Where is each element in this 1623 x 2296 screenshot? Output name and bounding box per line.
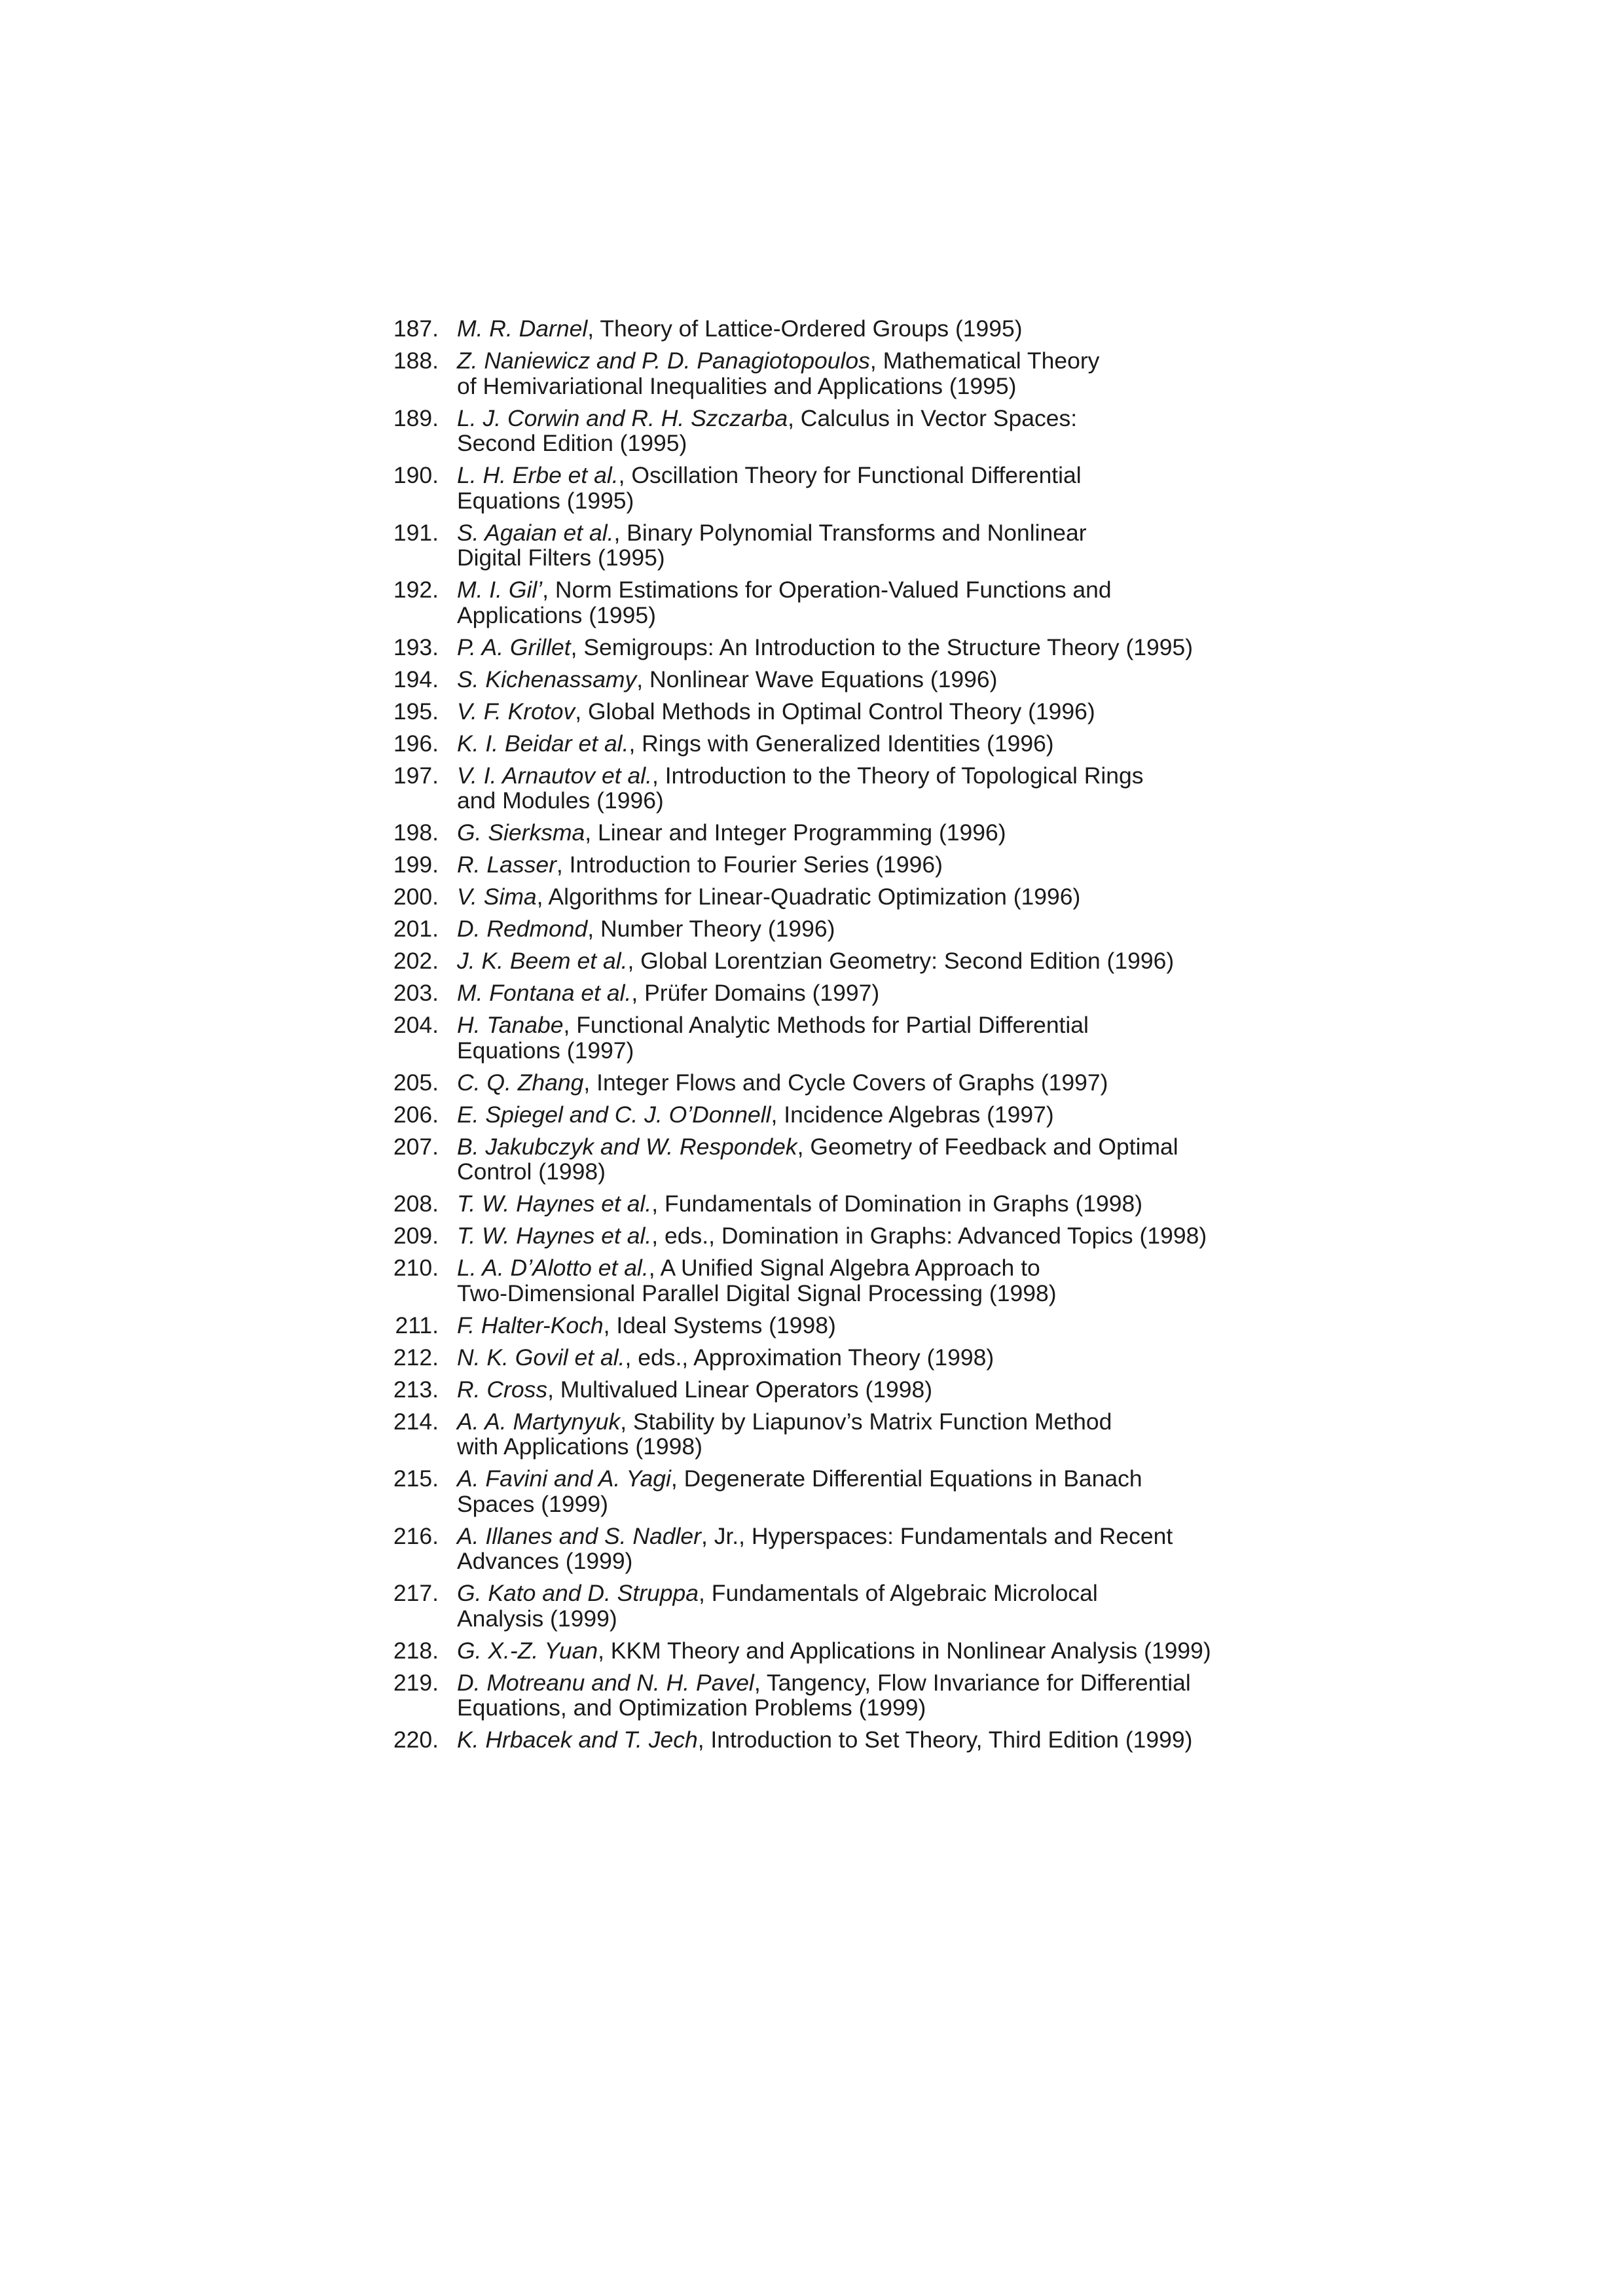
entry-line bbox=[457, 1549, 1250, 1574]
entry-author: D. Motreanu and N. H. Pavel bbox=[457, 1669, 754, 1696]
list-item bbox=[386, 1727, 1250, 1753]
entry-line bbox=[457, 1281, 1250, 1306]
entry-title-text: Equations (1997) bbox=[457, 1037, 634, 1064]
entry-number: 207. bbox=[393, 1133, 439, 1160]
list-item bbox=[386, 316, 1250, 342]
entry-title-text: , Linear and Integer Programming (1996) bbox=[585, 819, 1006, 846]
entry-title-text: Applications (1995) bbox=[457, 601, 656, 628]
entry-number: 209. bbox=[393, 1223, 439, 1249]
entry-title-text: , Calculus in Vector Spaces: bbox=[788, 404, 1078, 431]
entry-title-text: , eds., Approximation Theory (1998) bbox=[625, 1344, 994, 1371]
entry-author: T. W. Haynes et al. bbox=[457, 1191, 652, 1217]
entry-number: 208. bbox=[393, 1191, 439, 1217]
book-series-list bbox=[386, 316, 1250, 1759]
entry-title-text: , KKM Theory and Applications in Nonlinear Analysis (1999) bbox=[598, 1637, 1211, 1664]
entry-title-text: with Applications (1998) bbox=[457, 1433, 702, 1460]
entry-author: Z. Naniewicz and P. D. Panagiotopoulos bbox=[457, 348, 870, 374]
entry-line bbox=[457, 431, 1250, 456]
list-item bbox=[386, 463, 1250, 513]
entry-title-text: , Number Theory (1996) bbox=[587, 916, 835, 942]
entry-line bbox=[457, 1434, 1250, 1460]
list-item bbox=[386, 1466, 1250, 1516]
list-item bbox=[386, 1524, 1250, 1574]
list-item bbox=[386, 731, 1250, 757]
entry-line bbox=[457, 520, 1250, 546]
entry-line bbox=[457, 635, 1250, 660]
entry-number: 215. bbox=[393, 1465, 439, 1492]
entry-number: 196. bbox=[393, 730, 439, 757]
entry-line bbox=[457, 1492, 1250, 1517]
entry-author: J. K. Beem et al. bbox=[457, 948, 628, 974]
entry-line bbox=[457, 1134, 1250, 1160]
entry-author: B. Jakubczyk and W. Respondek bbox=[457, 1133, 797, 1160]
entry-number: 214. bbox=[393, 1408, 439, 1435]
entry-author: R. Cross bbox=[457, 1376, 548, 1403]
list-item bbox=[386, 884, 1250, 910]
entry-line bbox=[457, 1345, 1250, 1371]
list-item bbox=[386, 948, 1250, 974]
entry-line bbox=[457, 316, 1250, 342]
entry-number: 187. bbox=[393, 315, 439, 342]
entry-line bbox=[457, 488, 1250, 514]
entry-number: 219. bbox=[393, 1669, 439, 1696]
entry-author: P. A. Grillet bbox=[457, 634, 571, 660]
entry-title-text: Two-Dimensional Parallel Digital Signal Processing (1998) bbox=[457, 1280, 1057, 1306]
list-item bbox=[386, 1070, 1250, 1096]
entry-line bbox=[457, 1695, 1250, 1721]
entry-author: M. R. Darnel bbox=[457, 315, 588, 342]
list-item bbox=[386, 820, 1250, 846]
entry-title-text: , Nonlinear Wave Equations (1996) bbox=[636, 666, 998, 692]
entry-number: 193. bbox=[393, 634, 439, 660]
entry-title-text: Digital Filters (1995) bbox=[457, 545, 665, 571]
entry-number: 202. bbox=[393, 948, 439, 974]
entry-line bbox=[457, 1223, 1250, 1249]
entry-line bbox=[457, 406, 1250, 431]
entry-line bbox=[457, 1159, 1250, 1185]
list-item bbox=[386, 699, 1250, 725]
entry-title-text: , Prüfer Domains (1997) bbox=[631, 980, 880, 1006]
entry-line bbox=[457, 980, 1250, 1006]
entry-number: 203. bbox=[393, 980, 439, 1006]
list-item bbox=[386, 1223, 1250, 1249]
entry-line bbox=[457, 948, 1250, 974]
entry-title-text: , Global Methods in Optimal Control Theory (1996) bbox=[575, 698, 1095, 725]
entry-title-text: , Global Lorentzian Geometry: Second Edition (1996) bbox=[627, 948, 1175, 974]
entry-number: 213. bbox=[393, 1376, 439, 1403]
entry-author: F. Halter-Koch bbox=[457, 1312, 604, 1338]
list-item bbox=[386, 1345, 1250, 1371]
entry-author: G. Sierksma bbox=[457, 819, 585, 846]
entry-number: 204. bbox=[393, 1012, 439, 1038]
entry-number: 206. bbox=[393, 1101, 439, 1128]
entry-title-text: , Binary Polynomial Transforms and Nonlinear bbox=[613, 519, 1087, 546]
entry-title-text: , Norm Estimations for Operation-Valued Functions and bbox=[542, 577, 1112, 603]
list-item bbox=[386, 348, 1250, 399]
entry-title-text: , Semigroups: An Introduction to the Structure Theory (1995) bbox=[570, 634, 1194, 660]
entry-line bbox=[457, 1524, 1250, 1549]
entry-line bbox=[457, 1013, 1250, 1038]
entry-number: 218. bbox=[393, 1637, 439, 1664]
entry-title-text: , Fundamentals of Algebraic Microlocal bbox=[699, 1580, 1098, 1606]
entry-line bbox=[457, 788, 1250, 814]
entry-line bbox=[457, 577, 1250, 603]
list-item bbox=[386, 1409, 1250, 1460]
entry-title-text: Equations, and Optimization Problems (1999) bbox=[457, 1695, 926, 1721]
entry-title-text: , Oscillation Theory for Functional Differential bbox=[618, 462, 1082, 488]
entry-line bbox=[457, 884, 1250, 910]
entry-number: 198. bbox=[393, 819, 439, 846]
entry-title-text: , Fundamentals of Domination in Graphs (1998) bbox=[651, 1191, 1143, 1217]
entry-title-text: , Degenerate Differential Equations in Banach bbox=[670, 1465, 1142, 1492]
entry-number: 192. bbox=[393, 577, 439, 603]
entry-author: E. Spiegel and C. J. O’Donnell bbox=[457, 1101, 771, 1128]
entry-line bbox=[457, 463, 1250, 488]
entry-line bbox=[457, 1581, 1250, 1606]
entry-line bbox=[457, 1409, 1250, 1435]
entry-line bbox=[457, 916, 1250, 942]
list-item bbox=[386, 667, 1250, 692]
entry-author: K. Hrbacek and T. Jech bbox=[457, 1727, 698, 1753]
entry-number: 200. bbox=[393, 884, 439, 910]
entry-line bbox=[457, 731, 1250, 757]
list-item bbox=[386, 1134, 1250, 1185]
entry-line bbox=[457, 1191, 1250, 1217]
entry-title-text: , Introduction to Fourier Series (1996) bbox=[556, 852, 943, 878]
entry-number: 212. bbox=[393, 1344, 439, 1371]
entry-title-text: , Introduction to the Theory of Topological Rings bbox=[651, 762, 1144, 789]
entry-author: V. Sima bbox=[457, 884, 537, 910]
list-item bbox=[386, 980, 1250, 1006]
entry-number: 197. bbox=[393, 762, 439, 789]
entry-line bbox=[457, 699, 1250, 725]
entry-title-text: , Multivalued Linear Operators (1998) bbox=[547, 1376, 933, 1403]
entry-author: L. A. D’Alotto et al. bbox=[457, 1255, 649, 1281]
entry-number: 191. bbox=[393, 519, 439, 546]
entry-number: 190. bbox=[393, 462, 439, 488]
entry-author: D. Redmond bbox=[457, 916, 588, 942]
entry-line bbox=[457, 1377, 1250, 1403]
entry-title-text: Advances (1999) bbox=[457, 1548, 633, 1574]
entry-author: S. Agaian et al. bbox=[457, 519, 614, 546]
entry-author: K. I. Beidar et al. bbox=[457, 730, 629, 757]
entry-author: S. Kichenassamy bbox=[457, 666, 637, 692]
entry-title-text: , Introduction to Set Theory, Third Edition (1999) bbox=[697, 1727, 1193, 1753]
list-item bbox=[386, 1255, 1250, 1306]
entry-title-text: , Rings with Generalized Identities (1996) bbox=[629, 730, 1054, 757]
list-item bbox=[386, 520, 1250, 571]
entry-number: 211. bbox=[395, 1312, 439, 1338]
list-item bbox=[386, 1638, 1250, 1664]
entry-number: 189. bbox=[393, 404, 439, 431]
list-item bbox=[386, 1670, 1250, 1721]
entry-line bbox=[457, 852, 1250, 878]
entry-number: 194. bbox=[393, 666, 439, 692]
entry-author: M. I. Gil’ bbox=[457, 577, 543, 603]
entry-title-text: Analysis (1999) bbox=[457, 1605, 617, 1632]
entry-title-text: Equations (1995) bbox=[457, 487, 634, 514]
entry-line bbox=[457, 1727, 1250, 1753]
entry-line bbox=[457, 374, 1250, 399]
entry-author: G. Kato and D. Struppa bbox=[457, 1580, 699, 1606]
entry-number: 216. bbox=[393, 1522, 439, 1549]
list-item bbox=[386, 577, 1250, 628]
entry-author: T. W. Haynes et al. bbox=[457, 1223, 652, 1249]
entry-title-text: , Algorithms for Linear-Quadratic Optimization (1996) bbox=[536, 884, 1081, 910]
entry-author: A. A. Martynyuk bbox=[457, 1408, 621, 1435]
list-item bbox=[386, 1191, 1250, 1217]
entry-author: C. Q. Zhang bbox=[457, 1069, 584, 1096]
list-item bbox=[386, 1013, 1250, 1063]
entry-number: 205. bbox=[393, 1069, 439, 1096]
entry-title-text: , A Unified Signal Algebra Approach to bbox=[648, 1255, 1040, 1281]
entry-line bbox=[457, 1670, 1250, 1696]
entry-author: V. F. Krotov bbox=[457, 698, 575, 725]
entry-title-text: , Ideal Systems (1998) bbox=[603, 1312, 836, 1338]
entry-line bbox=[457, 1038, 1250, 1064]
entry-title-text: and Modules (1996) bbox=[457, 787, 664, 814]
entry-title-text: , eds., Domination in Graphs: Advanced Topics (1998) bbox=[651, 1223, 1207, 1249]
list-item bbox=[386, 852, 1250, 878]
entry-author: V. I. Arnautov et al. bbox=[457, 762, 652, 789]
entry-author: A. Illanes and S. Nadler bbox=[457, 1522, 701, 1549]
entry-line bbox=[457, 667, 1250, 692]
entry-line bbox=[457, 1638, 1250, 1664]
list-item bbox=[386, 1377, 1250, 1403]
entry-title-text: of Hemivariational Inequalities and Applications (1995) bbox=[457, 372, 1017, 399]
entry-title-text: , Functional Analytic Methods for Partial Differential bbox=[563, 1012, 1089, 1038]
entry-author: A. Favini and A. Yagi bbox=[457, 1465, 671, 1492]
entry-author: H. Tanabe bbox=[457, 1012, 564, 1038]
list-item bbox=[386, 1581, 1250, 1631]
entry-line bbox=[457, 1606, 1250, 1632]
list-item bbox=[386, 763, 1250, 814]
entry-author: N. K. Govil et al. bbox=[457, 1344, 625, 1371]
entry-author: L. H. Erbe et al. bbox=[457, 462, 619, 488]
entry-line bbox=[457, 1102, 1250, 1128]
entry-title-text: Spaces (1999) bbox=[457, 1490, 608, 1517]
entry-author: R. Lasser bbox=[457, 852, 556, 878]
entry-number: 217. bbox=[393, 1580, 439, 1606]
entry-line bbox=[457, 1255, 1250, 1281]
entry-title-text: Control (1998) bbox=[457, 1158, 606, 1185]
list-item bbox=[386, 1102, 1250, 1128]
entry-line bbox=[457, 1070, 1250, 1096]
list-item bbox=[386, 406, 1250, 456]
entry-number: 220. bbox=[393, 1727, 439, 1753]
list-item bbox=[386, 635, 1250, 660]
list-item bbox=[386, 1313, 1250, 1338]
entry-title-text: , Jr., Hyperspaces: Fundamentals and Recent bbox=[701, 1522, 1173, 1549]
entry-author: M. Fontana et al. bbox=[457, 980, 632, 1006]
entry-line bbox=[457, 1313, 1250, 1338]
entry-line bbox=[457, 820, 1250, 846]
entry-title-text: , Stability by Liapunov’s Matrix Function Method bbox=[620, 1408, 1112, 1435]
entry-title-text: , Theory of Lattice-Ordered Groups (1995) bbox=[587, 315, 1023, 342]
entry-line bbox=[457, 763, 1250, 789]
entry-title-text: , Geometry of Feedback and Optimal bbox=[797, 1133, 1178, 1160]
entry-number: 195. bbox=[393, 698, 439, 725]
entry-title-text: , Mathematical Theory bbox=[869, 348, 1100, 374]
entry-title-text: Second Edition (1995) bbox=[457, 430, 687, 456]
entry-number: 199. bbox=[393, 852, 439, 878]
entry-line bbox=[457, 1466, 1250, 1492]
entry-line bbox=[457, 603, 1250, 628]
entry-number: 210. bbox=[393, 1255, 439, 1281]
entry-author: L. J. Corwin and R. H. Szczarba bbox=[457, 404, 788, 431]
entry-title-text: , Integer Flows and Cycle Covers of Graphs (1997) bbox=[583, 1069, 1108, 1096]
entry-line bbox=[457, 348, 1250, 374]
entry-title-text: , Incidence Algebras (1997) bbox=[771, 1101, 1054, 1128]
entry-author: G. X.-Z. Yuan bbox=[457, 1637, 598, 1664]
entry-title-text: , Tangency, Flow Invariance for Differential bbox=[754, 1669, 1191, 1696]
entry-number: 201. bbox=[393, 916, 439, 942]
entry-line bbox=[457, 545, 1250, 571]
list-item bbox=[386, 916, 1250, 942]
entry-number: 188. bbox=[393, 348, 439, 374]
